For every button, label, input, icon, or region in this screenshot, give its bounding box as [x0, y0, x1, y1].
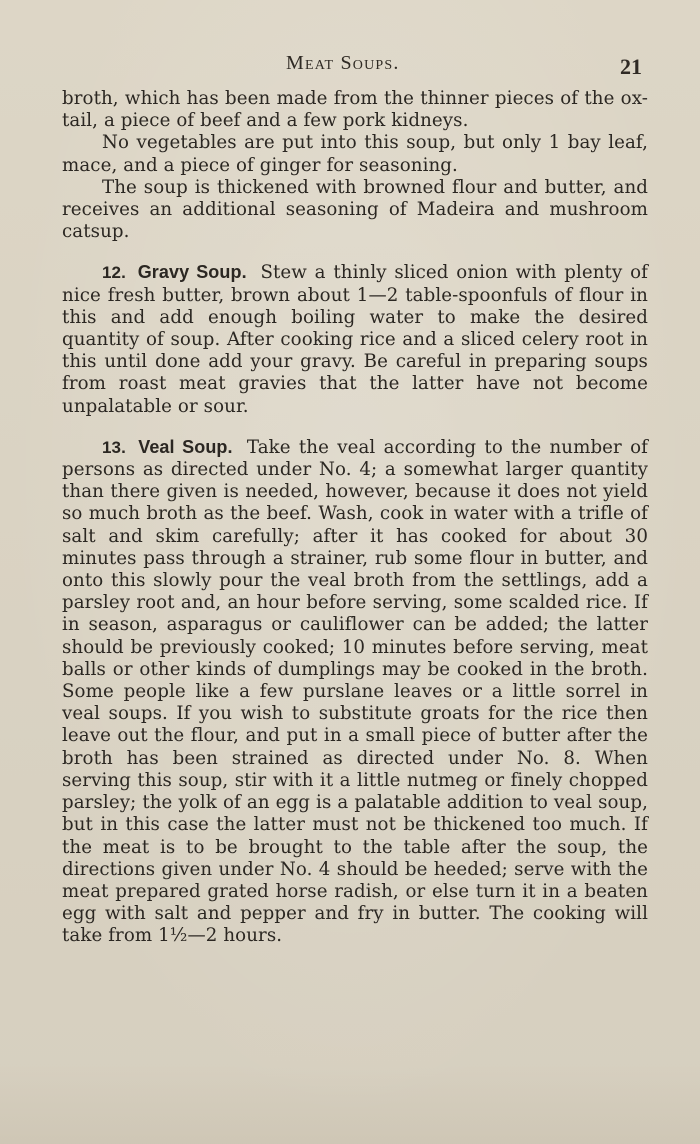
recipe-number: 13.: [102, 437, 126, 457]
body-text: [62, 88, 648, 948]
running-title: Meat Soups.: [286, 52, 400, 74]
paragraph-broth-continuation: broth, which has been made from the thinner pieces of the ox-tail, a piece of beef and a few pork kidneys.: [62, 88, 648, 132]
recipe-text: Take the veal according to the number of persons as directed under No. 4; a somewhat larger quantity than there given is needed, however, because it does not yield so much broth as the beef. Wash, cook in water with a trifle of salt and skim carefully; after it has cooked for about 30 minutes pass through a strainer, rub some flour in butter, and onto this slowly pour the veal broth from the settlings, add a parsley root and, an hour before serving, some scalded rice. If in season, asparagus or cauliflower can be added; the latter should be previously cooked; 10 minutes before serving, meat balls or other kinds of dumplings may be cooked in the broth. Some people like a few purslane leaves or a little sorrel in veal soups. If you wish to substitute groats for the rice then leave out the flour, and put in a small piece of butter after the broth has been strained as directed under No. 8. When serving this soup, stir with it a little nutmeg or finely chopped parsley; the yolk of an egg is a palatable addition to veal soup, but in this case the latter must not be thickened too much. If the meat is to be brought to the table after the soup, the directions given under No. 4 should be heeded; serve with the meat prepared grated horse radish, or else turn it in a beaten egg with salt and pepper and fry in butter. The cooking will take from 1½—2 hours.: [62, 436, 648, 947]
recipe-title: Gravy Soup.: [137, 262, 247, 283]
running-head: [0, 50, 700, 82]
page-shading: [0, 1064, 700, 1144]
paragraph-thickening: The soup is thickened with browned flour and butter, and receives an additional seasoning of Madeira and mushroom catsup.: [62, 176, 648, 243]
recipe-13-veal-soup: [62, 436, 648, 948]
paragraph-no-vegetables: No vegetables are put into this soup, but only 1 bay leaf, mace, and a piece of ginger for seasoning.: [62, 132, 648, 176]
page-number: 21: [620, 54, 642, 79]
recipe-text: Stew a thinly sliced onion with plenty of nice fresh butter, brown about 1—2 table-spoonfuls of flour in this and add enough boiling water to make the desired quantity of soup. After cooking rice and a sliced celery root in this until done add your gravy. Be careful in preparing soups from roast meat gravies that the latter have not become unpalatable or sour.: [62, 262, 648, 417]
recipe-number: 12.: [102, 263, 126, 283]
recipe-title: Veal Soup.: [138, 436, 233, 457]
recipe-12-gravy-soup: [62, 261, 648, 417]
